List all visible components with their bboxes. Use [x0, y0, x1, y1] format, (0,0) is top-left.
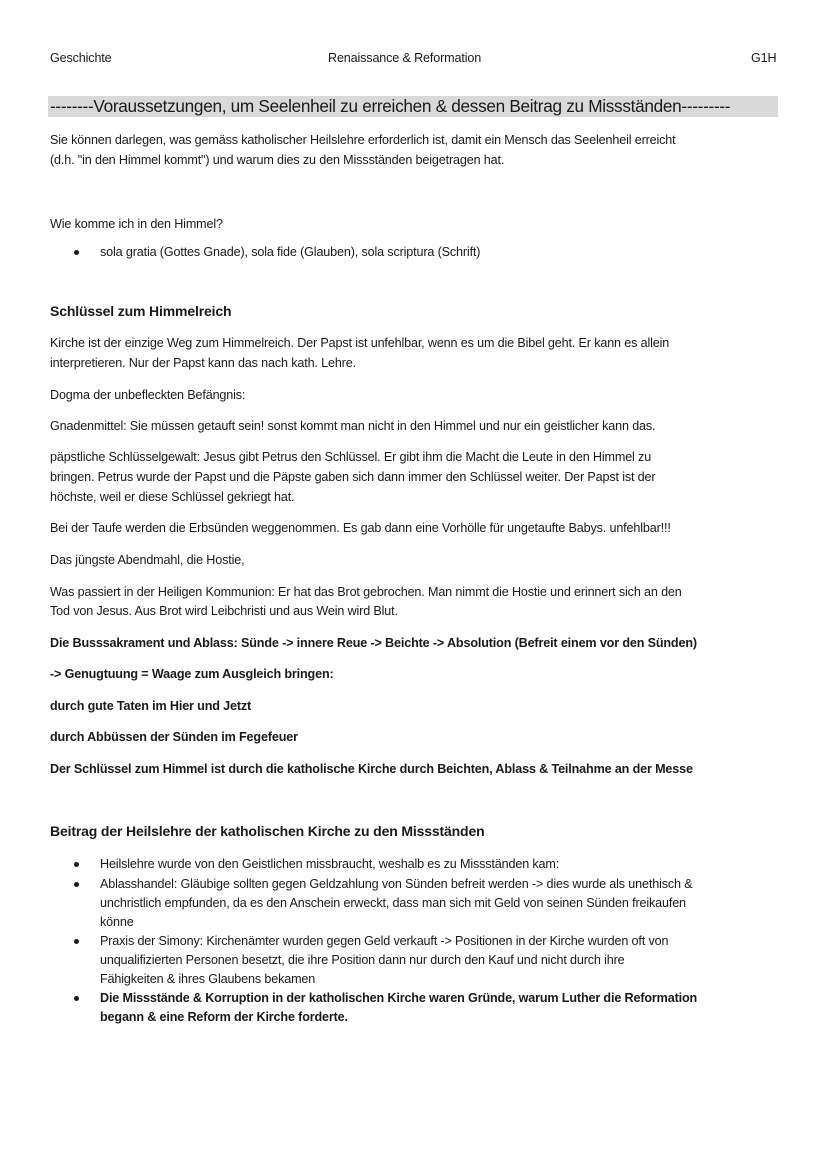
- bullet-icon: [74, 882, 79, 887]
- header-topic: Renaissance & Reformation: [328, 51, 482, 65]
- bullet-line: unchristlich empfunden, da es den Anschein erweckt, dass man sich mit Geld von seinen Sünden freikaufen: [100, 896, 686, 910]
- intro-line: Sie können darlegen, was gemäss katholischer Heilslehre erforderlich ist, damit ein Mensch das Seelenheil erreicht: [50, 133, 676, 147]
- bullet-line: Fähigkeiten & ihres Glaubens bekamen: [100, 972, 316, 986]
- bold-line: Die Busssakrament und Ablass: Sünde -> innere Reue -> Beichte -> Absolution (Befreit einem vor den Sünden): [50, 636, 697, 650]
- bullet-line: Ablasshandel: Gläubige sollten gegen Geldzahlung von Sünden befreit werden -> dies wurde als unethisch &: [100, 877, 693, 891]
- paragraph-line: höchste, weil er diese Schlüssel gekriegt hat.: [50, 490, 295, 504]
- paragraph-line: Kirche ist der einzige Weg zum Himmelreich. Der Papst ist unfehlbar, wenn es um die Bibel geht. Er kann es allein: [50, 336, 670, 350]
- paragraph-line: Was passiert in der Heiligen Kommunion: Er hat das Brot gebrochen. Man nimmt die Hostie und erinnert sich an den: [50, 585, 682, 599]
- paragraph-line: Bei der Taufe werden die Erbsünden weggenommen. Es gab dann eine Vorhölle für ungetaufte Babys. unfehlbar!!!: [50, 521, 671, 535]
- bullet-line: Die Missstände & Korruption in der katholischen Kirche waren Gründe, warum Luther die Reformation: [100, 991, 698, 1005]
- bullet-line: könne: [100, 915, 134, 929]
- section2-heading: Beitrag der Heilslehre der katholischen Kirche zu den Missständen: [50, 823, 485, 839]
- intro-line: (d.h. "in den Himmel kommt") und warum dies zu den Missständen beigetragen hat.: [50, 153, 505, 167]
- bold-line: durch Abbüssen der Sünden im Fegefeuer: [50, 730, 298, 744]
- header-class: G1H: [751, 51, 777, 65]
- paragraph-line: päpstliche Schlüsselgewalt: Jesus gibt Petrus den Schlüssel. Er gibt ihm die Macht die Leute in den Himmel zu: [50, 450, 652, 464]
- bullet-icon: [74, 939, 79, 944]
- bullet-line: begann & eine Reform der Kirche forderte.: [100, 1010, 348, 1024]
- page-title: --------Voraussetzungen, um Seelenheil zu erreichen & dessen Beitrag zu Missständen---------: [50, 96, 731, 116]
- section1-heading: Schlüssel zum Himmelreich: [50, 303, 232, 319]
- bold-line: Der Schlüssel zum Himmel ist durch die katholische Kirche durch Beichten, Ablass & Teilnahme an der Messe: [50, 762, 693, 776]
- paragraph-line: bringen. Petrus wurde der Papst und die Päpste gaben sich dann immer den Schlüssel weiter. Der Papst ist der: [50, 470, 656, 484]
- bullet-icon: [74, 996, 79, 1001]
- bold-line: durch gute Taten im Hier und Jetzt: [50, 699, 252, 713]
- bullet-line: Praxis der Simony: Kirchenämter wurden gegen Geld verkauft -> Positionen in der Kirche wurden oft von: [100, 934, 669, 948]
- bullet-line: Heilslehre wurde von den Geistlichen missbraucht, weshalb es zu Missständen kam:: [100, 857, 560, 871]
- paragraph-line: interpretieren. Nur der Papst kann das nach kath. Lehre.: [50, 356, 356, 370]
- bullet-icon: [74, 250, 79, 255]
- question-bullet: sola gratia (Gottes Gnade), sola fide (Glauben), sola scriptura (Schrift): [100, 245, 481, 259]
- bold-line: -> Genugtuung = Waage zum Ausgleich bringen:: [50, 667, 334, 681]
- question: Wie komme ich in den Himmel?: [50, 217, 223, 231]
- paragraph-line: Gnadenmittel: Sie müssen getauft sein! sonst kommt man nicht in den Himmel und nur ein geistlicher kann das.: [50, 419, 656, 433]
- paragraph-line: Dogma der unbefleckten Befängnis:: [50, 388, 246, 402]
- bullet-line: unqualifizierten Personen besetzt, die ihre Position dann nur durch den Kauf und nicht durch ihre: [100, 953, 625, 967]
- bullet-icon: [74, 862, 79, 867]
- header-subject: Geschichte: [50, 51, 112, 65]
- paragraph-line: Das jüngste Abendmahl, die Hostie,: [50, 553, 245, 567]
- paragraph-line: Tod von Jesus. Aus Brot wird Leibchristi und aus Wein wird Blut.: [50, 604, 398, 618]
